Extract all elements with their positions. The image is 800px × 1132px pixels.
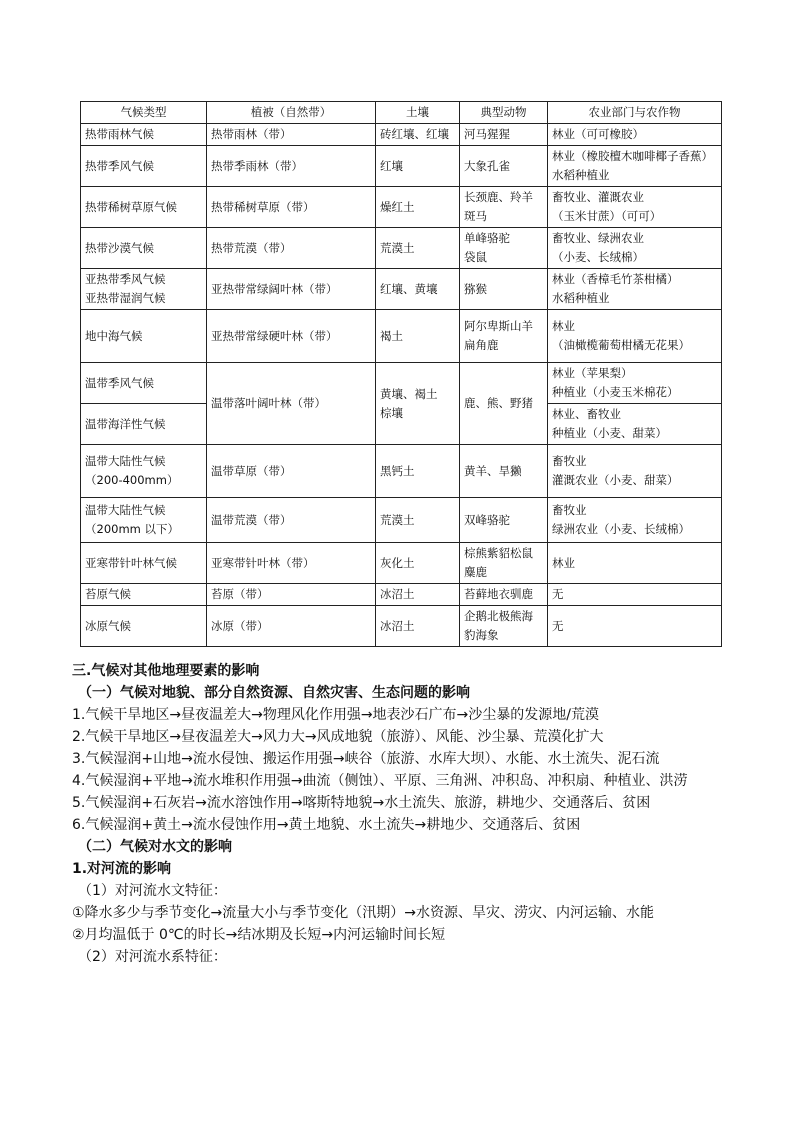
cell-line: 热带稀树草原气候 bbox=[85, 199, 177, 214]
vegetation-cell bbox=[207, 124, 376, 146]
animal-cell bbox=[460, 228, 548, 269]
cell-line: 温带大陆性气候 bbox=[85, 503, 166, 517]
climate-cell bbox=[81, 187, 207, 228]
agriculture-cell bbox=[548, 584, 722, 606]
agriculture-cell bbox=[548, 606, 722, 647]
cell-line: 绿洲农业（小麦、长绒棉） bbox=[552, 522, 690, 536]
animal-cell bbox=[460, 543, 548, 584]
vegetation-cell bbox=[207, 363, 376, 445]
agriculture-cell bbox=[548, 269, 722, 310]
cell-line: 热带稀树草原（带） bbox=[211, 199, 315, 214]
animal-cell bbox=[460, 187, 548, 228]
table-row bbox=[81, 584, 722, 606]
table-row bbox=[81, 310, 722, 363]
cell-line: 畜牧业 bbox=[552, 454, 587, 468]
cell-line: 亚寒带针叶林（带） bbox=[211, 555, 315, 570]
cell-line: 无 bbox=[552, 587, 564, 601]
animal-cell bbox=[460, 146, 548, 187]
subsection-2-title: （二）气候对水文的影响 bbox=[78, 839, 232, 855]
vegetation-cell bbox=[207, 310, 376, 363]
agriculture-cell bbox=[548, 310, 722, 363]
agriculture-cell bbox=[548, 146, 722, 187]
list-item: 3.气候湿润+山地→流水侵蚀、搬运作用强→峡谷（旅游、水库大坝）、水能、水土流失、泥石流 bbox=[72, 751, 660, 767]
cell-line: 林业（苹果梨） bbox=[552, 366, 633, 380]
cell-line: 红壤、黄壤 bbox=[380, 281, 438, 296]
list-item: 5.气候湿润+石灰岩→流水溶蚀作用→喀斯特地貌→水土流失、旅游，耕地少、交通落后、贫困 bbox=[72, 795, 651, 811]
soil-cell bbox=[376, 269, 460, 310]
cell-line: 亚热带常绿阔叶林（带） bbox=[211, 281, 338, 296]
list-item: 6.气候湿润+黄土→流水侵蚀作用→黄土地貌、水土流失→耕地少、交通落后、贫困 bbox=[72, 817, 581, 833]
cell-line: 猕猴 bbox=[464, 281, 487, 296]
cell-line: 砖红壤、红壤 bbox=[380, 127, 449, 141]
cell-line: 无 bbox=[552, 618, 564, 633]
cell-line: 麋鹿 bbox=[464, 565, 487, 579]
list-item: ①降水多少与季节变化→流量大小与季节变化（汛期）→水资源、旱灾、涝灾、内河运输、水能 bbox=[72, 905, 655, 921]
cell-line: 热带雨林（带） bbox=[211, 127, 292, 141]
cell-line: 温带大陆性气候 bbox=[85, 454, 166, 468]
vegetation-cell bbox=[207, 445, 376, 498]
animal-cell bbox=[460, 498, 548, 543]
cell-line: 企鹅北极熊海 bbox=[464, 609, 533, 623]
soil-cell bbox=[376, 543, 460, 584]
cell-line: 斑马 bbox=[464, 209, 487, 223]
vegetation-cell bbox=[207, 543, 376, 584]
climate-cell bbox=[81, 584, 207, 606]
cell-line: 苔原（带） bbox=[211, 587, 269, 601]
table-header-row bbox=[81, 102, 722, 124]
cell-line: 大象孔雀 bbox=[464, 158, 510, 173]
cell-line: 亚寒带针叶林气候 bbox=[85, 555, 177, 570]
list-item: ②月均温低于 0℃的时长→结冰期及长短→内河运输时间长短 bbox=[72, 927, 446, 943]
climate-cell bbox=[81, 543, 207, 584]
soil-cell bbox=[376, 146, 460, 187]
cell-line: 棕熊紫貂松鼠 bbox=[464, 546, 533, 560]
agriculture-cell bbox=[548, 543, 722, 584]
climate-cell bbox=[81, 404, 207, 445]
table-row bbox=[81, 146, 722, 187]
climate-cell bbox=[81, 146, 207, 187]
table-row bbox=[81, 498, 722, 543]
table-row bbox=[81, 187, 722, 228]
cell-line: 长颈鹿、羚羊 bbox=[464, 190, 533, 204]
agriculture-cell bbox=[548, 124, 722, 146]
cell-line: 种植业（小麦、甜菜） bbox=[552, 426, 667, 440]
table-row bbox=[81, 124, 722, 146]
animal-cell bbox=[460, 363, 548, 445]
soil-cell bbox=[376, 445, 460, 498]
cell-line: 黄羊、旱獭 bbox=[464, 463, 522, 478]
cell-line: 袋鼠 bbox=[464, 250, 487, 264]
header-animal: 典型动物 bbox=[460, 102, 548, 124]
cell-line: 畜牧业 bbox=[552, 503, 587, 517]
agriculture-cell bbox=[548, 404, 722, 445]
climate-cell bbox=[81, 269, 207, 310]
cell-line: 亚热带湿润气候 bbox=[85, 291, 166, 305]
climate-table bbox=[80, 101, 722, 647]
cell-line: 种植业（小麦玉米棉花） bbox=[552, 385, 679, 399]
cell-line: 红壤 bbox=[380, 158, 403, 173]
section-3-title: 三.气候对其他地理要素的影响 bbox=[72, 663, 260, 679]
climate-cell bbox=[81, 606, 207, 647]
agriculture-cell bbox=[548, 498, 722, 543]
vegetation-cell bbox=[207, 146, 376, 187]
table-row bbox=[81, 543, 722, 584]
cell-line: 温带季风气候 bbox=[85, 375, 154, 390]
animal-cell bbox=[460, 124, 548, 146]
list-item: 2.气候干旱地区→昼夜温差大→风力大→风成地貌（旅游）、风能、沙尘暴、荒漠化扩大 bbox=[72, 729, 604, 745]
cell-line: 温带荒漠（带） bbox=[211, 512, 292, 527]
table-row bbox=[81, 445, 722, 498]
cell-line: 扁角鹿 bbox=[464, 338, 499, 352]
cell-line: 燥红土 bbox=[380, 199, 415, 214]
cell-line: 棕壤 bbox=[380, 405, 403, 420]
cell-line: （200-400mm） bbox=[85, 473, 179, 487]
header-agriculture: 农业部门与农作物 bbox=[548, 102, 722, 124]
climate-cell bbox=[81, 498, 207, 543]
cell-line: 单峰骆驼 bbox=[464, 231, 510, 245]
cell-line: 亚热带季风气候 bbox=[85, 272, 166, 286]
cell-line: （200mm 以下） bbox=[85, 522, 180, 536]
climate-cell bbox=[81, 363, 207, 404]
subsection-1-title: （一）气候对地貌、部分自然资源、自然灾害、生态问题的影响 bbox=[78, 685, 470, 701]
climate-cell bbox=[81, 445, 207, 498]
cell-line: 阿尔卑斯山羊 bbox=[464, 319, 533, 333]
agriculture-cell bbox=[548, 445, 722, 498]
cell-line: 苔原气候 bbox=[85, 587, 131, 601]
agriculture-cell bbox=[548, 228, 722, 269]
cell-line: 亚热带常绿硬叶林（带） bbox=[211, 328, 338, 343]
soil-cell bbox=[376, 187, 460, 228]
vegetation-cell bbox=[207, 269, 376, 310]
cell-line: 林业、畜牧业 bbox=[552, 407, 621, 421]
cell-line: 畜牧业、绿洲农业 bbox=[552, 231, 644, 245]
vegetation-cell bbox=[207, 228, 376, 269]
table-row bbox=[81, 228, 722, 269]
cell-line: 褐土 bbox=[380, 328, 403, 343]
soil-cell bbox=[376, 363, 460, 445]
header-vegetation: 植被（自然带） bbox=[207, 102, 376, 124]
soil-cell bbox=[376, 498, 460, 543]
cell-line: 黄壤、褐土 bbox=[380, 386, 438, 401]
cell-line: 水稻种植业 bbox=[552, 291, 610, 305]
cell-line: 黑钙土 bbox=[380, 463, 415, 478]
cell-line: （油橄榄葡萄柑橘无花果） bbox=[552, 338, 690, 352]
cell-line: 热带雨林气候 bbox=[85, 127, 154, 141]
list-item: 1.气候干旱地区→昼夜温差大→物理风化作用强→地表沙石广布→沙尘暴的发源地/荒漠 bbox=[72, 707, 599, 723]
vegetation-cell bbox=[207, 187, 376, 228]
cell-line: 荒漠土 bbox=[380, 512, 415, 527]
header-soil: 土壤 bbox=[376, 102, 460, 124]
cell-line: 灰化土 bbox=[380, 555, 415, 570]
agriculture-cell bbox=[548, 187, 722, 228]
cell-line: 林业（可可橡胶） bbox=[552, 127, 644, 141]
cell-line: 地中海气候 bbox=[85, 328, 143, 343]
cell-line: 畜牧业、灌溉农业 bbox=[552, 190, 644, 204]
cell-line: 灌溉农业（小麦、甜菜） bbox=[552, 473, 679, 487]
header-climate: 气候类型 bbox=[81, 102, 207, 124]
soil-cell bbox=[376, 584, 460, 606]
vegetation-cell bbox=[207, 606, 376, 647]
animal-cell bbox=[460, 584, 548, 606]
cell-line: 温带草原（带） bbox=[211, 463, 292, 478]
table-row bbox=[81, 606, 722, 647]
cell-line: 热带季雨林（带） bbox=[211, 158, 303, 173]
cell-line: 林业（香樟毛竹茶柑橘） bbox=[552, 272, 679, 286]
table-body bbox=[81, 124, 722, 647]
river-system-label: （2）对河流水系特征： bbox=[78, 949, 227, 965]
soil-cell bbox=[376, 228, 460, 269]
climate-cell bbox=[81, 228, 207, 269]
cell-line: （玉米甘蔗）（可可） bbox=[552, 209, 662, 223]
cell-line: 冰原气候 bbox=[85, 618, 131, 633]
cell-line: 温带海洋性气候 bbox=[85, 416, 166, 431]
animal-cell bbox=[460, 606, 548, 647]
cell-line: 苔藓地衣驯鹿 bbox=[464, 587, 533, 601]
cell-line: 热带荒漠（带） bbox=[211, 240, 292, 255]
vegetation-cell bbox=[207, 498, 376, 543]
table-row bbox=[81, 269, 722, 310]
list-item: 4.气候湿润+平地→流水堆积作用强→曲流（侧蚀）、平原、三角洲、冲积岛、冲积扇、种植业、洪涝 bbox=[72, 773, 688, 789]
river-heading: 1.对河流的影响 bbox=[72, 861, 172, 877]
cell-line: 冰原（带） bbox=[211, 618, 269, 633]
climate-cell bbox=[81, 310, 207, 363]
cell-line: 林业（橡胶檀木咖啡椰子香蕉） bbox=[552, 149, 713, 163]
vegetation-cell bbox=[207, 584, 376, 606]
section-3 bbox=[72, 660, 732, 968]
cell-line: 林业 bbox=[552, 319, 575, 333]
soil-cell bbox=[376, 606, 460, 647]
cell-line: 河马猩猩 bbox=[464, 127, 510, 141]
cell-line: （小麦、长绒棉） bbox=[552, 250, 644, 264]
river-hydrology-label: （1）对河流水文特征： bbox=[78, 883, 227, 899]
animal-cell bbox=[460, 310, 548, 363]
agriculture-cell bbox=[548, 363, 722, 404]
cell-line: 冰沼土 bbox=[380, 587, 415, 601]
cell-line: 鹿、熊、野猪 bbox=[464, 396, 533, 410]
cell-line: 豹海象 bbox=[464, 628, 499, 642]
cell-line: 双峰骆驼 bbox=[464, 512, 510, 527]
table-row bbox=[81, 363, 722, 404]
cell-line: 热带季风气候 bbox=[85, 158, 154, 173]
cell-line: 冰沼土 bbox=[380, 618, 415, 633]
cell-line: 荒漠土 bbox=[380, 240, 415, 255]
animal-cell bbox=[460, 445, 548, 498]
animal-cell bbox=[460, 269, 548, 310]
cell-line: 林业 bbox=[552, 555, 575, 570]
cell-line: 热带沙漠气候 bbox=[85, 240, 154, 255]
cell-line: 水稻种植业 bbox=[552, 168, 610, 182]
soil-cell bbox=[376, 124, 460, 146]
climate-cell bbox=[81, 124, 207, 146]
cell-line: 温带落叶阔叶林（带） bbox=[211, 396, 326, 410]
soil-cell bbox=[376, 310, 460, 363]
